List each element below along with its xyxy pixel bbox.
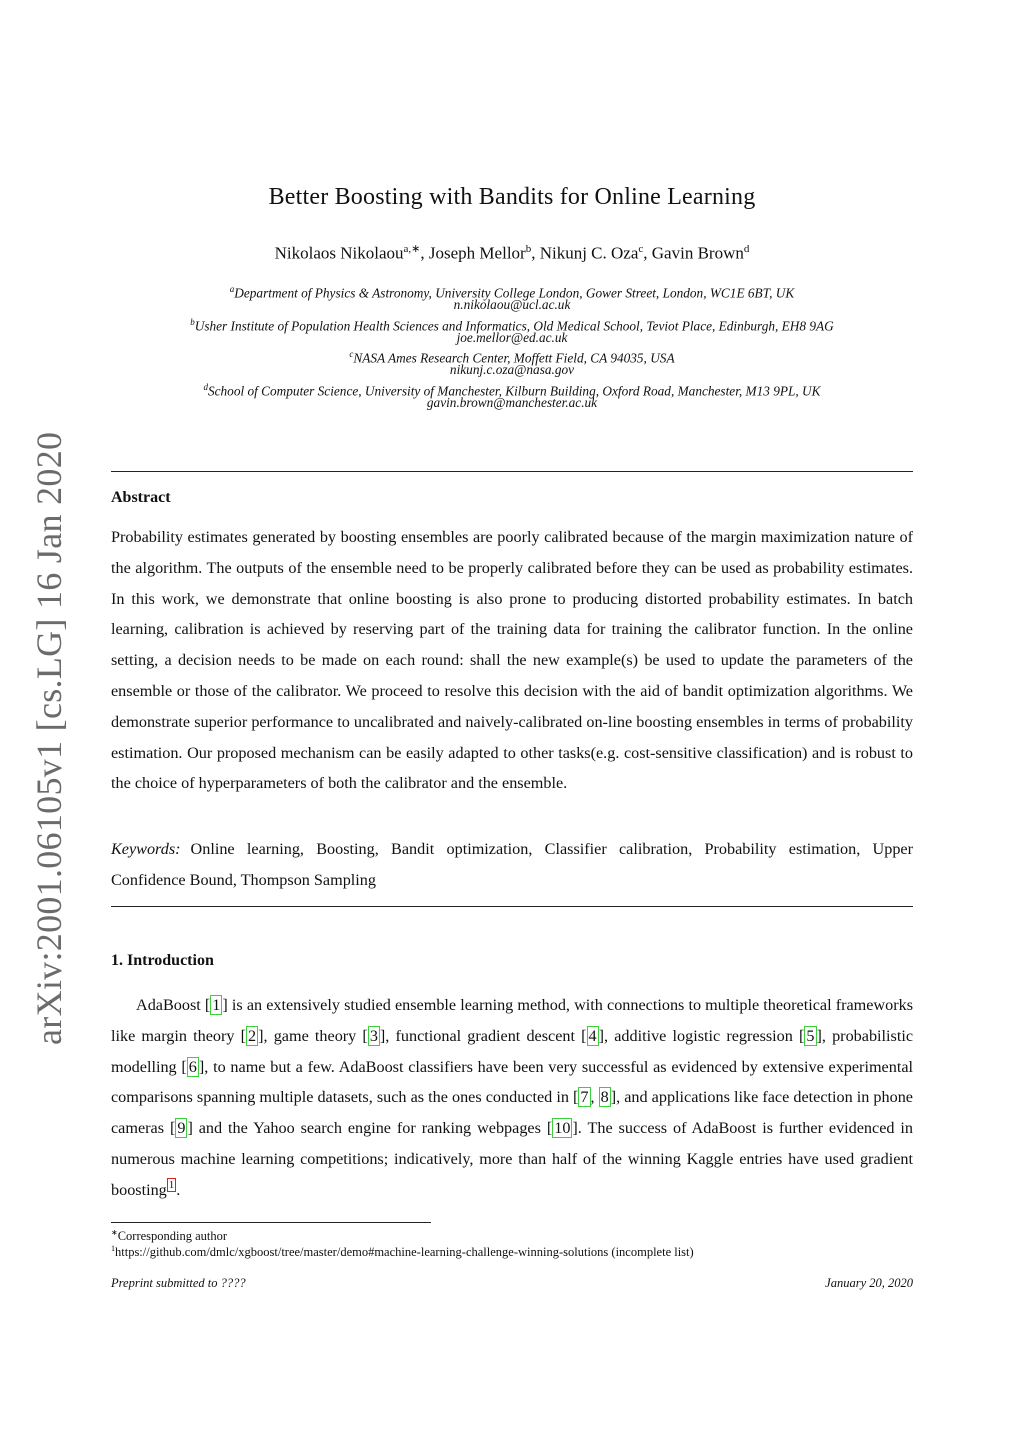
paper-title: Better Boosting with Bandits for Online Learning: [268, 184, 756, 210]
citation-link[interactable]: 6: [188, 1057, 197, 1076]
footnote-rule: [111, 1222, 431, 1223]
affiliation-d: $^d$School of Computer Science, University of Manchester, Kilburn Building, Oxford Road, Manchester, M13 9PL, UK: [203, 382, 821, 399]
arxiv-side-stamp: arXiv:2001.06105v1 [cs.LG] 16 Jan 2020: [29, 431, 69, 1045]
citation-link[interactable]: 5: [806, 1026, 815, 1045]
intro-text-segment: AdaBoost: [136, 996, 205, 1014]
intro-text-segment: is an extensively studied ensemble learning method, with connections to multiple theoretical frameworks like margin theory: [111, 996, 914, 1045]
author-affiliation-mark: c: [638, 243, 644, 255]
citation-link[interactable]: 10: [554, 1119, 571, 1138]
intro-text-segment: , functional gradient descent: [385, 1026, 582, 1045]
section-heading-introduction: 1. Introduction: [111, 952, 214, 969]
affiliation-a: $^a$Department of Physics & Astronomy, University College London, Gower Street, London, WC1E 6BT, UK: [229, 284, 795, 301]
keywords-text: Online learning, Boosting, Bandit optimization, Classifier calibration, Probability estimation, Upper Confidence Bound, Thompson Sampling: [111, 840, 913, 889]
citation-link[interactable]: 8: [600, 1088, 609, 1107]
email-a[interactable]: n.nikolaou@ucl.ac.uk: [453, 297, 571, 312]
introduction-paragraph: AdaBoost [ 1 ] is an extensively studied ensemble learning method, with connections to multiple theoretical frameworks like margin theory [ 2 ], game theory [ 3 ], functional gradient descent [ 4 ], additive logistic regression [ 5 ], probabilistic modelling [ 6 ], to name but a few. AdaBoost classifiers have been very successful as evidenced by extensive experimental comparisons spanning multiple datasets, such as the ones conducted in [ 7 , 8 ], and applications like face detection in phone cameras [ 9 ] and the Yahoo search engine for ranking webpages [ 10 ]. The success of AdaBoost is further evidenced in numerous machine learning competitions; indicatively, more than half of the winning Kaggle entries have used gradient boosting $^1$ .: [111, 996, 914, 1199]
citation-link[interactable]: 7: [580, 1088, 589, 1107]
intro-text-segment: . The success of AdaBoost is further evidenced in numerous machine learning competitions; indicatively, more than half of the winning Kaggle entries have used gradient boosting: [111, 1119, 913, 1199]
email-d[interactable]: gavin.brown@manchester.ac.uk: [426, 395, 598, 410]
footnote-corresponding: ∗Corresponding author: [111, 1228, 228, 1244]
intro-text-segment: , game theory: [263, 1026, 363, 1045]
intro-text-segment: , additive logistic regression: [604, 1026, 800, 1045]
submission-date: January 20, 2020: [825, 1276, 913, 1290]
email-b[interactable]: joe.mellor@ed.ac.uk: [456, 330, 568, 345]
author-list: Nikolaos Nikolaou$^{a,∗}$, Joseph Mellor$^b$, Nikunj C. Oza$^c$, Gavin Brown$^d$: [274, 243, 750, 263]
citation-link[interactable]: 1: [212, 996, 221, 1014]
abstract-heading: Abstract: [111, 489, 171, 506]
author-affiliation-mark: b: [525, 243, 532, 255]
intro-text-segment: .: [176, 1180, 181, 1199]
author-name: Nikunj C. Oza: [539, 243, 639, 263]
affiliation-b: $^b$Usher Institute of Population Health Sciences and Informatics, Old Medical School, Teviot Place, Edinburgh, EH8 9AG: [190, 317, 834, 334]
author-name: Nikolaos Nikolaou: [274, 243, 404, 263]
preprint-note: Preprint submitted to ????: [111, 1276, 246, 1290]
abstract-text: Probability estimates generated by boosting ensembles are poorly calibrated because of the margin maximization nature of the algorithm. The outputs of the ensemble need to be properly calibrated before they can be used as probability estimates. In this work, we demonstrate that online boosting is also prone to producing distorted probability estimates. In batch learning, calibration is achieved by reserving part of the training data for training the calibrator function. In the online setting, a decision needs to be made on each round: shall the new example(s) be used to update the parameters of the ensemble or those of the calibrator. We proceed to resolve this decision with the aid of bandit optimization algorithms. We demonstrate superior performance to uncalibrated and naively-calibrated on-line boosting ensembles in terms of probability estimation. Our proposed mechanism can be easily adapted to other tasks(e.g. cost-sensitive classification) and is robust to the choice of hyperparameters of both the calibrator and the ensemble.: [111, 528, 913, 793]
citation-link[interactable]: 9: [177, 1119, 186, 1138]
intro-text-segment: ,: [590, 1088, 599, 1107]
abstract-top-rule: [111, 471, 913, 472]
email-c[interactable]: nikunj.c.oza@nasa.gov: [449, 362, 575, 377]
citation-link[interactable]: 3: [369, 1026, 378, 1045]
intro-text-segment: ], and applications like face detection in phone cameras: [111, 1088, 913, 1138]
author-name: Gavin Brown: [651, 243, 744, 263]
footnote-link[interactable]: 1: [168, 1179, 175, 1192]
intro-text-segment: and the Yahoo search engine for ranking webpages: [192, 1119, 547, 1138]
keywords-label: Keywords:: [111, 840, 181, 858]
author-affiliation-mark: a,∗: [403, 243, 421, 255]
keywords: [111, 834, 913, 896]
citation-link[interactable]: 4: [588, 1026, 597, 1045]
intro-text-segment: , to name but a few. AdaBoost classifiers have been very successful as evidenced by extensive experimental comparisons spanning multiple datasets, such as the ones conducted in [: [111, 1057, 913, 1107]
footnote-1: $^1$https://github.com/dmlc/xgboost/tree/master/demo#machine-learning-challenge-winning-solutions (incomplete list): [111, 1244, 694, 1260]
abstract-bottom-rule: [111, 906, 913, 907]
author-affiliation-mark: d: [743, 243, 750, 255]
intro-text-segment: , probabilistic modelling: [111, 1026, 914, 1076]
citation-link[interactable]: 2: [248, 1026, 257, 1045]
author-name: Joseph Mellor: [428, 243, 526, 263]
affiliation-c: $^c$NASA Ames Research Center, Moffett Field, CA 94035, USA: [349, 349, 675, 366]
